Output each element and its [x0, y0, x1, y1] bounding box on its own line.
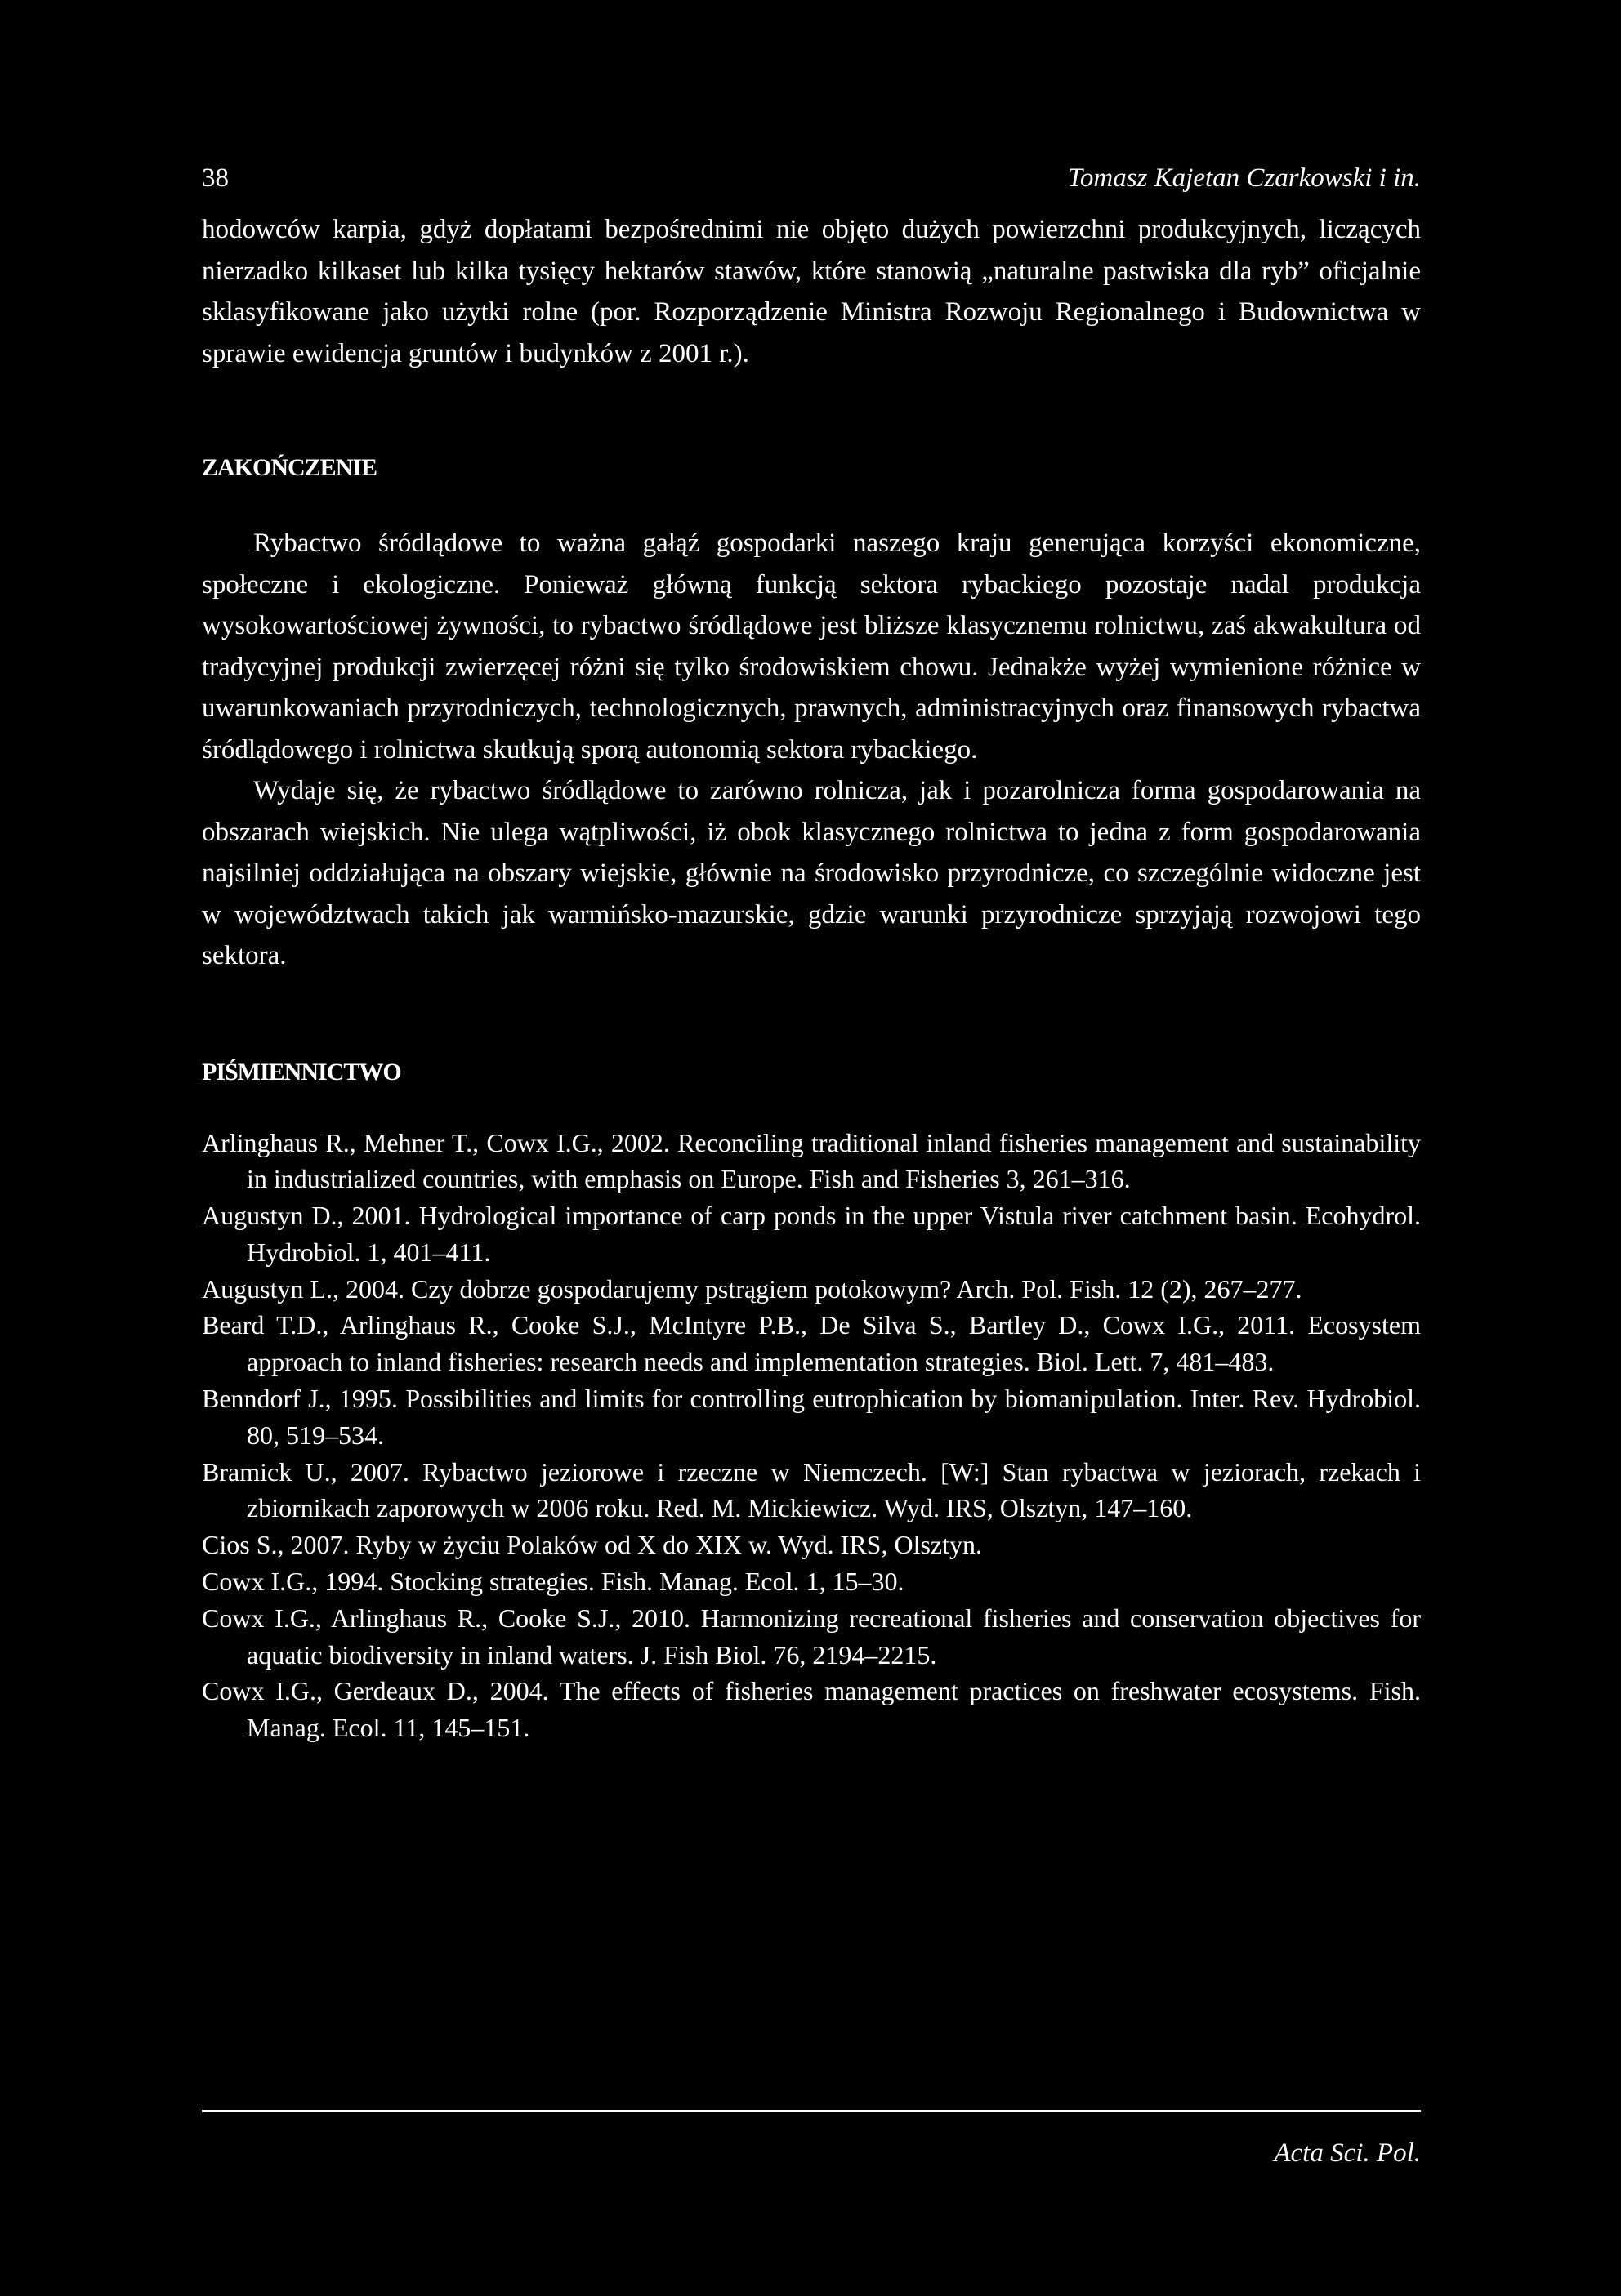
reference-item: Cios S., 2007. Ryby w życiu Polaków od X do XIX w. Wyd. IRS, Olsztyn.: [202, 1530, 983, 1560]
footer-divider: [202, 2110, 1421, 2112]
journal-name: Acta Sci. Pol.: [1274, 2138, 1421, 2168]
closing-section-heading: ZAKOŃCZENIE: [202, 454, 377, 481]
closing-paragraph: Wydaje się, że rybactwo śródlądowe to zarówno rolnicza, jak i pozarolnicza forma gospodarowania na obszarach wiejskich. Nie ulega wątpliwości, iż obok klasycznego rolnictwa to jedna z form gospodarowania najsilniej oddziałująca na obszary wiejskie, głównie na środowisko przyrodnicze, co szczególnie widoczne jest w województwach takich jak warmińsko-mazurskie, gdzie warunki przyrodnicze sprzyjają rozwojowi tego sektora.: [202, 776, 1421, 970]
closing-paragraph: Rybactwo śródlądowe to ważna gałąź gospodarki naszego kraju generująca korzyści ekonomiczne, społeczne i ekologiczne. Ponieważ główną funkcją sektora rybackiego pozostaje nadal produkcja wysokowartościowej żywności, to rybactwo śródlądowe jest bliższe klasycznemu rolnictwu, zaś akwakultura od tradycyjnej produkcji zwierzęcej różni się tylko środowiskiem chowu. Jednakże wyżej wymienione różnice w uwarunkowaniach przyrodniczych, technologicznych, prawnych, administracyjnych oraz finansowych rybactwa śródlądowego i rolnictwa skutkują sporą autonomią sektora rybackiego.: [202, 528, 1421, 765]
reference-item: Cowx I.G., Gerdeaux D., 2004. The effects of fisheries management practices on freshwater ecosystems. Fish. Manag. Ecol. 11, 145–151.: [202, 1676, 1421, 1743]
page-content: [202, 163, 1421, 1746]
intro-paragraph: hodowców karpia, gdyż dopłatami bezpośrednimi nie objęto dużych powierzchni produkcyjnych, liczących nierzadko kilkaset lub kilka tysięcy hektarów stawów, które stanowią „naturalne pastwiska dla ryb” oficjalnie sklasyfikowane jako użytki rolne (por. Rozporządzenie Ministra Rozwoju Regionalnego i Budownictwa w sprawie ewidencja gruntów i budynków z 2001 r.).: [202, 215, 1421, 368]
running-header: [202, 163, 1421, 209]
reference-item: Cowx I.G., Arlinghaus R., Cooke S.J., 2010. Harmonizing recreational fisheries and conservation objectives for aquatic biodiversity in inland waters. J. Fish Biol. 76, 2194–2215.: [202, 1603, 1421, 1670]
reference-item: Augustyn L., 2004. Czy dobrze gospodarujemy pstrągiem potokowym? Arch. Pol. Fish. 12 (2), 267–277.: [202, 1273, 1302, 1304]
reference-item: Augustyn D., 2001. Hydrological importance of carp ponds in the upper Vistula river catchment basin. Ecohydrol. Hydrobiol. 1, 401–411.: [202, 1201, 1421, 1267]
reference-item: Cowx I.G., 1994. Stocking strategies. Fish. Manag. Ecol. 1, 15–30.: [202, 1567, 904, 1597]
running-author: Tomasz Kajetan Czarkowski i in.: [1067, 163, 1421, 193]
reference-item: Beard T.D., Arlinghaus R., Cooke S.J., McIntyre P.B., De Silva S., Bartley D., Cowx I.G., 2011. Ecosystem approach to inland fisheries: research needs and implementation strategies. Biol. Lett. 7, 481–483.: [202, 1310, 1421, 1377]
references-heading: PIŚMIENNICTWO: [202, 1058, 401, 1086]
reference-item: Bramick U., 2007. Rybactwo jeziorowe i rzeczne w Niemczech. [W:] Stan rybactwa w jeziorach, rzekach i zbiornikach zaporowych w 2006 roku. Red. M. Mickiewicz. Wyd. IRS, Olsztyn, 147–160.: [202, 1456, 1421, 1523]
reference-list: [202, 1125, 1421, 1747]
reference-item: Benndorf J., 1995. Possibilities and limits for controlling eutrophication by biomanipulation. Inter. Rev. Hydrobiol. 80, 519–534.: [202, 1384, 1421, 1450]
page-footer: [202, 2110, 1421, 2169]
reference-item: Arlinghaus R., Mehner T., Cowx I.G., 2002. Reconciling traditional inland fisheries management and sustainability in industrialized countries, with emphasis on Europe. Fish and Fisheries 3, 261–316.: [202, 1127, 1421, 1194]
page-number: 38: [202, 163, 229, 193]
